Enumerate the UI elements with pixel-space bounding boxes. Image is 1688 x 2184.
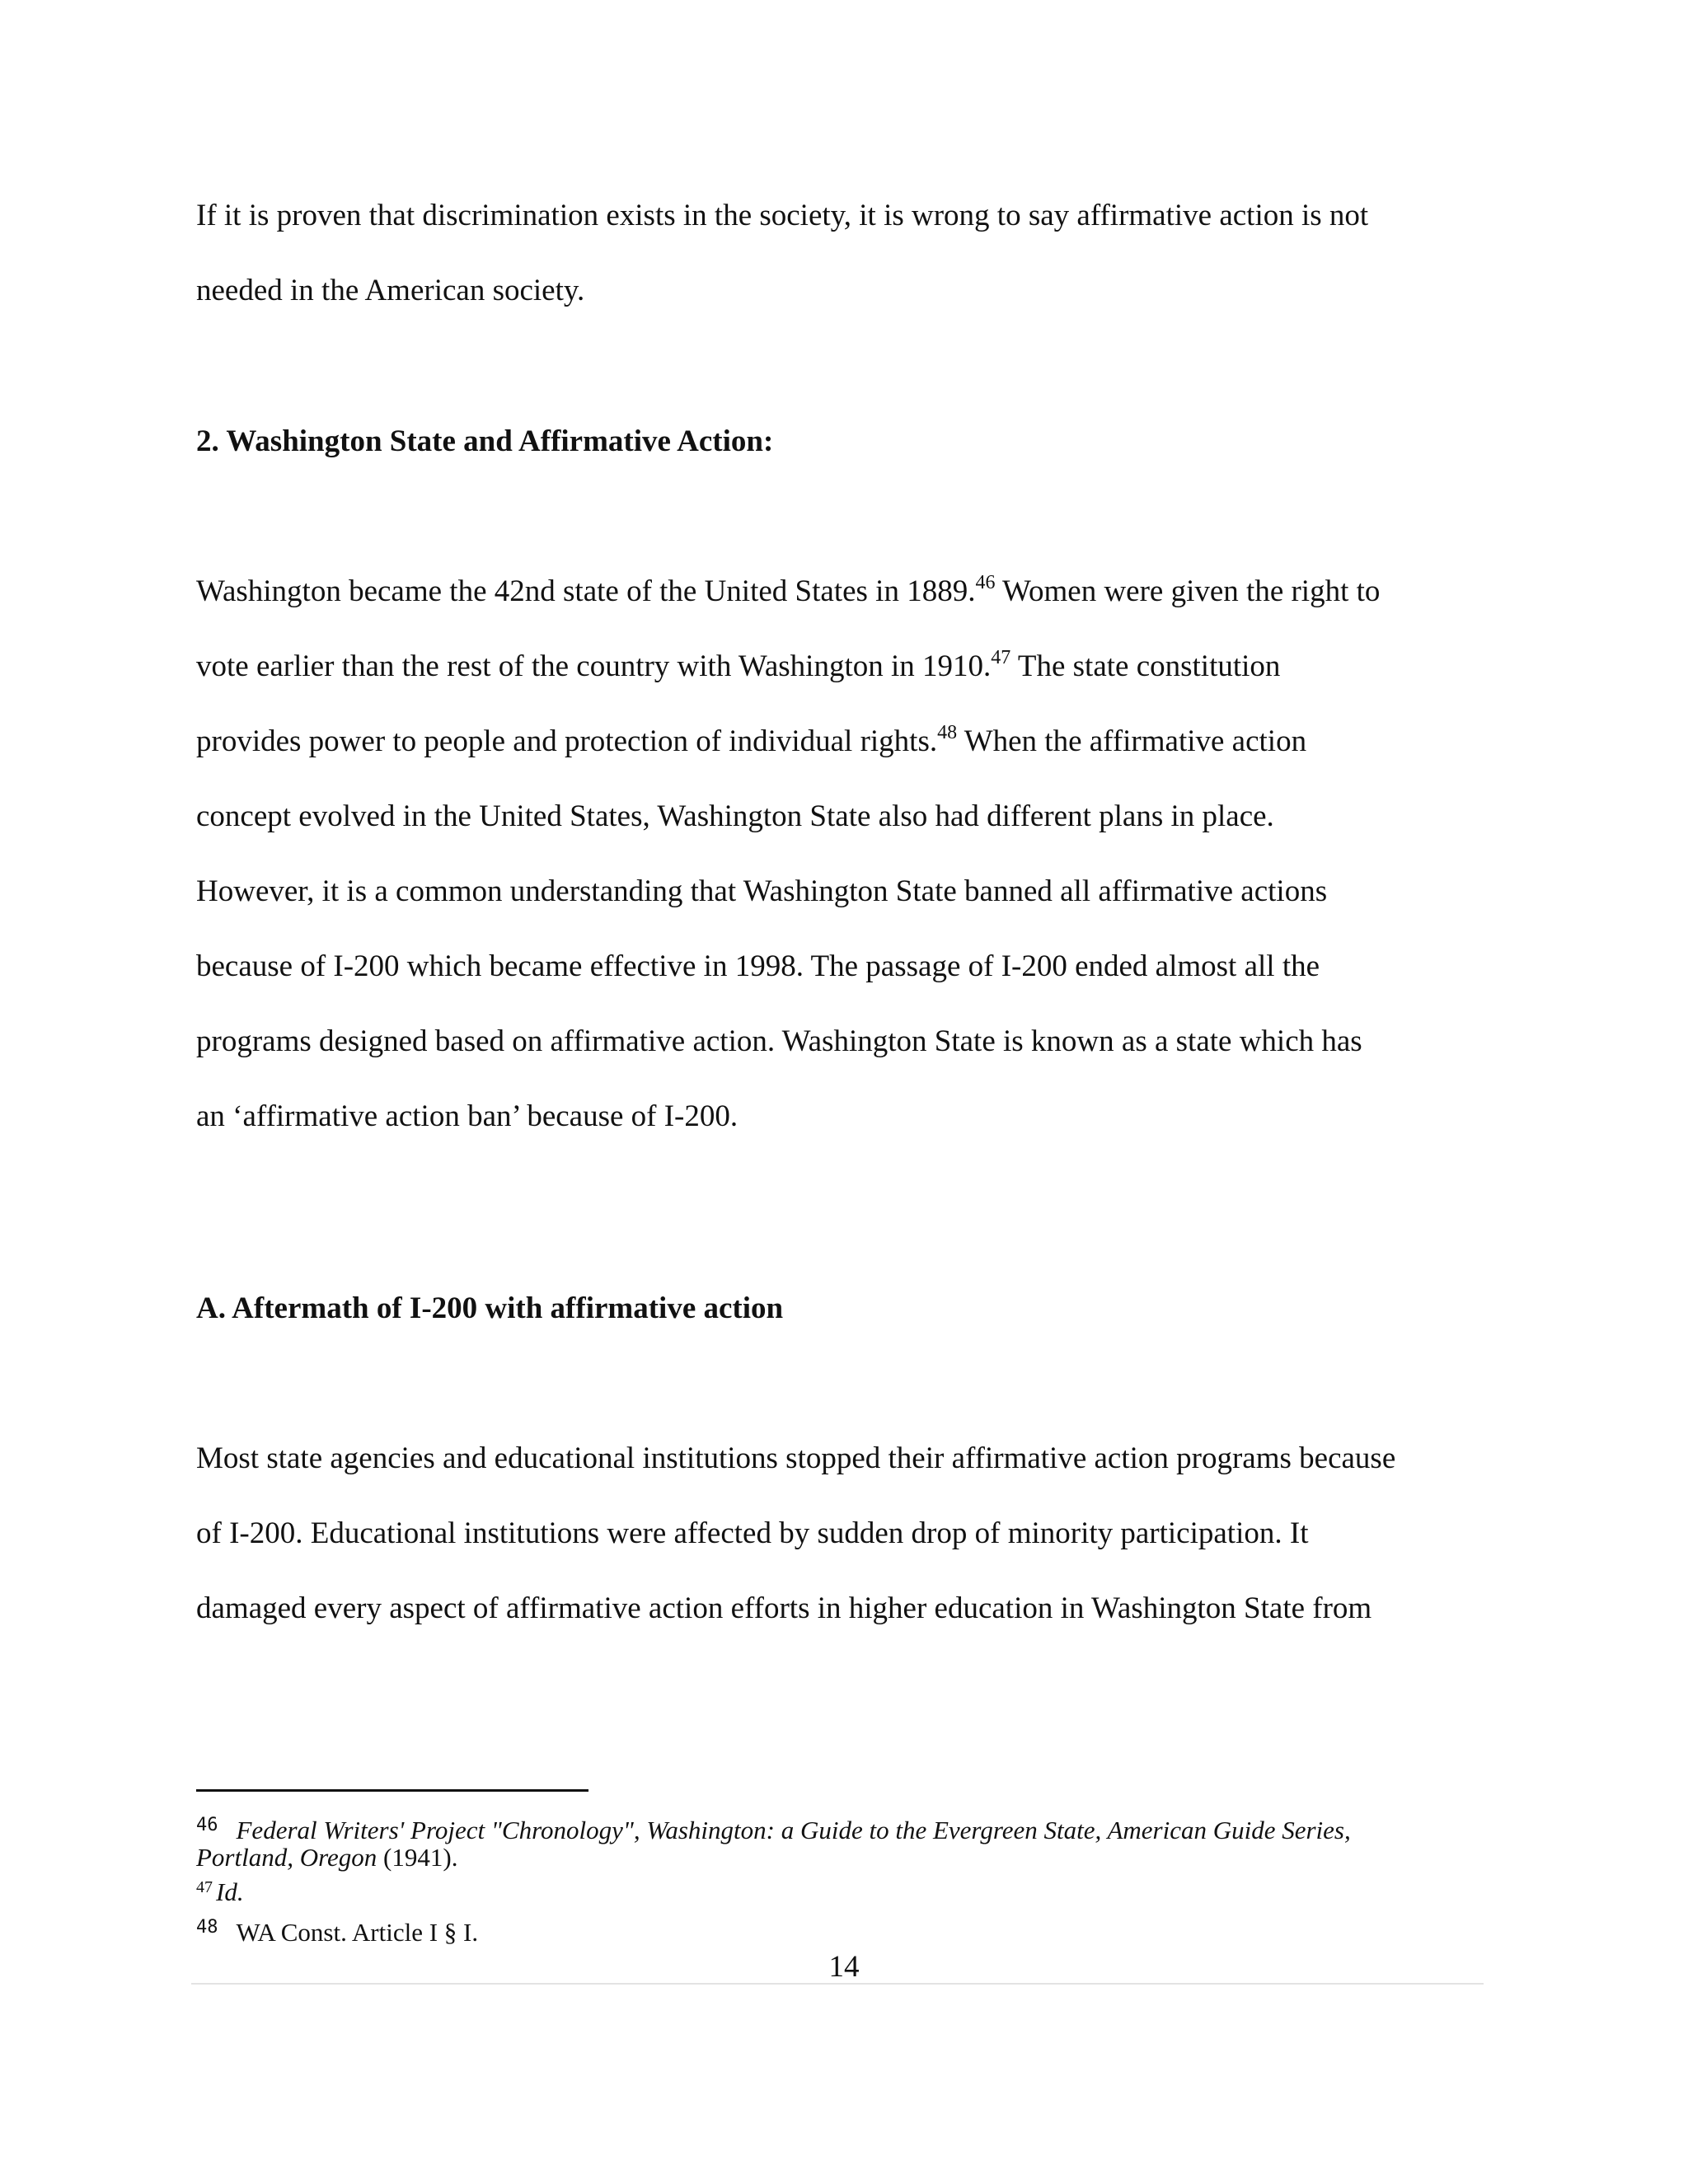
footnote-ref-46[interactable]: 46: [975, 572, 996, 593]
footnote-47-text: Id.: [216, 1877, 244, 1906]
section-a-heading: A. Aftermath of I-200 with affirmative action: [196, 1291, 784, 1325]
section-a-line-1: Most state agencies and educational institutions stopped their affirmative action programs because: [196, 1441, 1396, 1475]
section-2-line-4: concept evolved in the United States, Washington State also had different plans in place.: [196, 799, 1274, 833]
section-a-line-3: damaged every aspect of affirmative action efforts in higher education in Washington State from: [196, 1591, 1372, 1625]
footnote-46-continued: [196, 1842, 457, 1872]
section-2-line-3-text-b: When the affirmative action: [957, 724, 1307, 758]
footnote-48-number: 48: [196, 1917, 218, 1938]
section-2-line-8: an ‘affirmative action ban’ because of I-200.: [196, 1099, 738, 1133]
section-2-line-7: programs designed based on affirmative action. Washington State is known as a state which has: [196, 1024, 1362, 1058]
page-number: 14: [828, 1950, 860, 1984]
section-a-line-2: of I-200. Educational institutions were affected by sudden drop of minority participation. It: [196, 1516, 1309, 1550]
footnote-46-year: (1941).: [377, 1843, 458, 1872]
section-2-line-2: [196, 649, 1280, 685]
section-2-line-2-text-b: The state constitution: [1010, 649, 1281, 683]
section-2-line-1-text-b: Women were given the right to: [995, 574, 1381, 608]
section-2-line-3: [196, 724, 1306, 760]
footnote-46: [196, 1810, 1351, 1845]
section-2-line-1-text-a: Washington became the 42nd state of the United States in 1889.: [196, 574, 976, 608]
section-2-line-2-text-a: vote earlier than the rest of the country with Washington in 1910.: [196, 649, 992, 683]
section-2-line-5: However, it is a common understanding that Washington State banned all affirmative actions: [196, 874, 1328, 908]
footnote-separator: [196, 1789, 588, 1792]
footnote-47: [196, 1872, 244, 1907]
footnote-46-number: 46: [196, 1815, 218, 1835]
section-2-heading: 2. Washington State and Affirmative Action:: [196, 424, 774, 458]
section-2-line-6: because of I-200 which became effective in 1998. The passage of I-200 ended almost all the: [196, 949, 1320, 983]
intro-line-1: If it is proven that discrimination exists in the society, it is wrong to say affirmative action is not: [196, 199, 1369, 232]
footnote-ref-48[interactable]: 48: [937, 722, 958, 743]
intro-line-2: needed in the American society.: [196, 274, 585, 307]
footnote-48: [196, 1912, 478, 1947]
footnote-46-citation-line-1: Federal Writers' Project "Chronology", Washington: a Guide to the Evergreen State, American Guide Series,: [236, 1816, 1351, 1844]
section-2-line-1: [196, 574, 1380, 610]
footnote-ref-47[interactable]: 47: [991, 647, 1011, 668]
footnote-48-text: WA Const. Article I § I.: [236, 1918, 479, 1947]
footnote-46-citation-line-2: Portland, Oregon: [196, 1843, 377, 1872]
page-bottom-rule: [191, 1983, 1484, 1985]
footnote-47-number: 47: [196, 1878, 213, 1896]
section-2-line-3-text-a: provides power to people and protection of individual rights.: [196, 724, 938, 758]
